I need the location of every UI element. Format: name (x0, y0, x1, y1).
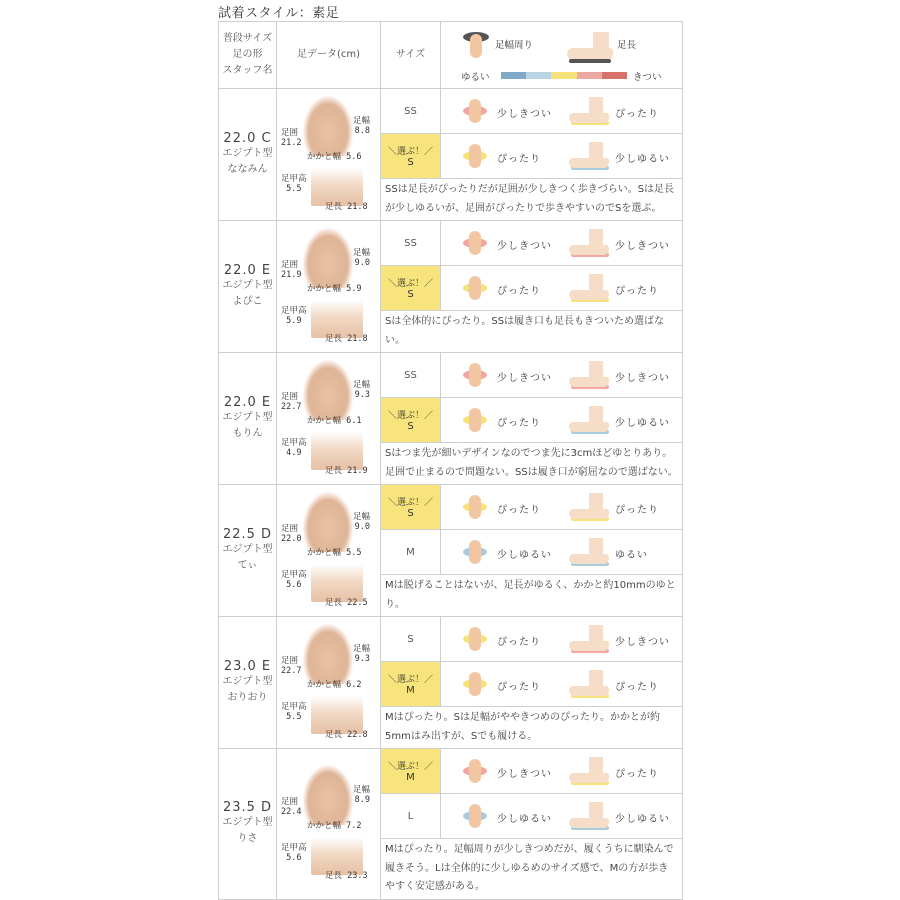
width-fit-text: 少しきつい (497, 109, 552, 120)
width-fit-text: ぴったり (497, 505, 541, 516)
width-fit-text: ぴったり (497, 286, 541, 297)
staff-cell (219, 221, 277, 353)
legend-width-label: 足幅周り (495, 40, 534, 51)
header-staff-line: 普段サイズ (222, 33, 273, 44)
staff-name: てぃ (237, 560, 258, 571)
page-title: 試着スタイル：素足 (218, 6, 340, 21)
foot-data-cell (277, 617, 381, 749)
foot-side-photo (311, 837, 363, 875)
toe-fit-icon (461, 229, 489, 257)
try-size: S (407, 508, 414, 519)
fit-scale-segment (551, 72, 576, 79)
fit-scale-segment (526, 72, 551, 79)
foot-shape: エジプト型 (222, 412, 273, 423)
staff-row (219, 89, 683, 134)
chosen-size-cell (381, 266, 441, 311)
heel-label: かかと幅 6.1 (307, 415, 362, 426)
staff-name: よぴこ (232, 296, 263, 307)
heel-fit-icon (569, 406, 609, 434)
size-cell (381, 794, 441, 839)
fitting-table (218, 21, 683, 900)
usual-size: 22.5 D (222, 527, 273, 542)
chosen-size-cell (381, 485, 441, 530)
width-fit-text: ぴったり (497, 637, 541, 648)
usual-size: 22.0 C (223, 131, 272, 146)
foot-top-photo (303, 228, 353, 288)
width-label: 足幅 8.9 (353, 784, 371, 806)
staff-row (219, 617, 683, 662)
heel-fit-icon (569, 757, 609, 785)
instep-label: 足甲高 5.5 (281, 701, 307, 723)
fit-eval-cell (441, 617, 683, 662)
heel-fit-icon (569, 361, 609, 389)
foot-side-photo (311, 432, 363, 470)
foot-top-photo (303, 96, 353, 156)
header-staff-line: スタッフ名 (222, 65, 273, 76)
toe-fit-icon (461, 142, 489, 170)
length-fit-text: ぴったり (615, 286, 659, 297)
fit-eval-cell (441, 662, 683, 707)
length-fit-text: 少しきつい (615, 637, 670, 648)
chosen-size-cell (381, 749, 441, 794)
staff-row (219, 221, 683, 266)
fit-note: Sは全体的にぴったり。SSは履き口も足長もきついため選ばない。 (381, 311, 683, 353)
legend-tight: きつい (633, 72, 662, 83)
instep-label: 足甲高 5.9 (281, 305, 307, 327)
heel-fit-icon (569, 97, 609, 125)
try-size: M (406, 685, 415, 696)
chosen-size-cell (381, 134, 441, 179)
toe-fit-icon (461, 493, 489, 521)
usual-size: 22.0 E (223, 263, 272, 278)
length-fit-text: 少しゆるい (615, 814, 670, 825)
length-fit-text: 少しきつい (615, 241, 670, 252)
foot-top-photo (303, 360, 353, 420)
header-staff (219, 22, 277, 89)
foot-top-photo (303, 624, 353, 684)
heel-label: かかと幅 5.9 (307, 283, 362, 294)
foot-data-cell (277, 353, 381, 485)
header-foot-data: 足データ(cm) (277, 22, 381, 89)
staff-name: もりん (232, 428, 263, 439)
try-size: S (407, 633, 414, 645)
length-fit-text: 少しゆるい (615, 418, 670, 429)
width-fit-text: 少しきつい (497, 769, 552, 780)
toe-fit-icon (461, 625, 489, 653)
foot-data-cell (277, 89, 381, 221)
foot-side-photo (311, 564, 363, 602)
foot-data-cell (277, 485, 381, 617)
foot-shape: エジプト型 (222, 817, 273, 829)
fit-scale-segment (577, 72, 602, 79)
toe-fit-icon (461, 670, 489, 698)
header-legend (441, 22, 683, 89)
toe-fit-icon (461, 361, 489, 389)
foot-shape: エジプト型 (222, 676, 273, 687)
toe-fit-icon (461, 406, 489, 434)
staff-name: りさ (237, 833, 258, 845)
header-row (219, 22, 683, 89)
length-fit-text: ぴったり (615, 769, 659, 780)
heel-label: かかと幅 7.2 (307, 820, 362, 831)
try-size: S (407, 421, 414, 432)
foot-top-photo (303, 492, 353, 552)
fit-eval-cell (441, 749, 683, 794)
fit-eval-cell (441, 266, 683, 311)
staff-row (219, 749, 683, 794)
try-size: SS (404, 237, 417, 249)
fit-scale-bar (501, 72, 627, 79)
width-label: 足幅 9.3 (353, 379, 371, 401)
width-fit-text: 少しゆるい (497, 814, 552, 825)
heel-fit-icon (569, 538, 609, 566)
fit-scale-segment (602, 72, 627, 79)
usual-size: 23.5 D (222, 800, 273, 816)
toe-fit-icon (461, 97, 489, 125)
length-fit-text: 少しゆるい (615, 154, 670, 165)
length-label: 足長 22.8 (325, 729, 368, 740)
width-fit-text: ぴったり (497, 682, 541, 693)
staff-cell (219, 749, 277, 900)
toe-fit-icon (461, 802, 489, 830)
heel-fit-icon (569, 229, 609, 257)
foot-length-icon (567, 32, 613, 62)
try-size: SS (404, 369, 417, 381)
fit-eval-cell (441, 134, 683, 179)
staff-row (219, 485, 683, 530)
length-label: 足長 22.5 (325, 597, 368, 608)
staff-cell (219, 617, 277, 749)
length-label: 足長 21.8 (325, 201, 368, 212)
header-size: サイズ (381, 22, 441, 89)
foot-side-photo (311, 168, 363, 206)
instep-label: 足甲高 5.6 (281, 842, 307, 864)
try-size: M (406, 772, 415, 783)
foot-shape: エジプト型 (222, 280, 273, 291)
width-fit-text: 少しゆるい (497, 550, 552, 561)
staff-name: ななみん (227, 164, 268, 175)
pick-badge: ＼選ぶ！／ (387, 411, 433, 421)
legend-length-label: 足長 (617, 40, 637, 51)
heel-label: かかと幅 5.5 (307, 547, 362, 558)
pick-badge: ＼選ぶ！／ (387, 498, 433, 508)
length-fit-text: ぴったり (615, 109, 659, 120)
legend-loose: ゆるい (461, 72, 490, 83)
staff-cell (219, 485, 277, 617)
size-cell (381, 353, 441, 398)
foot-side-photo (311, 300, 363, 338)
staff-cell (219, 89, 277, 221)
girth-label: 足囲 22.7 (281, 391, 302, 413)
foot-top-photo (303, 765, 353, 825)
instep-label: 足甲高 5.6 (281, 569, 307, 591)
width-fit-text: 少しきつい (497, 373, 552, 384)
toe-fit-icon (461, 757, 489, 785)
heel-fit-icon (569, 625, 609, 653)
girth-label: 足囲 21.2 (281, 127, 302, 149)
fit-eval-cell (441, 794, 683, 839)
toe-fit-icon (461, 274, 489, 302)
length-label: 足長 21.9 (325, 465, 368, 476)
toe-width-icon (461, 30, 491, 60)
try-size: L (407, 810, 414, 822)
usual-size: 23.0 E (223, 659, 272, 674)
try-size: S (407, 157, 414, 168)
heel-fit-icon (569, 493, 609, 521)
length-fit-text: ぴったり (615, 505, 659, 516)
width-fit-text: ぴったり (497, 418, 541, 429)
girth-label: 足囲 22.7 (281, 655, 302, 677)
fit-note: SSは足長がぴったりだが足囲が少しきつく歩きづらい。Sは足長が少しゆるいが、足囲がぴったりで歩きやすいのでSを選ぶ。 (381, 179, 683, 221)
try-size: S (407, 289, 414, 300)
length-label: 足長 21.8 (325, 333, 368, 344)
foot-shape: エジプト型 (222, 148, 273, 159)
heel-fit-icon (569, 142, 609, 170)
girth-label: 足囲 22.4 (281, 796, 302, 818)
chosen-size-cell (381, 398, 441, 443)
size-cell (381, 530, 441, 575)
staff-row (219, 353, 683, 398)
chosen-size-cell (381, 662, 441, 707)
width-label: 足幅 9.0 (353, 511, 371, 533)
foot-side-photo (311, 696, 363, 734)
staff-cell (219, 353, 277, 485)
size-cell (381, 221, 441, 266)
width-fit-text: ぴったり (497, 154, 541, 165)
usual-size: 22.0 E (223, 395, 272, 410)
try-size: SS (404, 105, 417, 117)
fit-eval-cell (441, 398, 683, 443)
length-fit-text: ぴったり (615, 682, 659, 693)
fit-note: Mは脱げることはないが、足長がゆるく、かかと約10mmのゆとり。 (381, 575, 683, 617)
fit-scale-segment (501, 72, 526, 79)
instep-label: 足甲高 5.5 (281, 173, 307, 195)
foot-data-cell (277, 221, 381, 353)
heel-label: かかと幅 5.6 (307, 151, 362, 162)
width-label: 足幅 8.8 (353, 115, 371, 137)
foot-data-cell (277, 749, 381, 900)
fit-note: Mはぴったり。足幅周りが少しきつめだが、履くうちに馴染んで履きそう。Lは全体的に少しゆるめのサイズ感で、Mの方が歩きやすく安定感がある。 (381, 839, 683, 900)
foot-shape: エジプト型 (222, 544, 273, 555)
size-cell (381, 617, 441, 662)
length-fit-text: 少しきつい (615, 373, 670, 384)
pick-badge: ＼選ぶ！／ (387, 762, 433, 772)
heel-fit-icon (569, 274, 609, 302)
fit-eval-cell (441, 353, 683, 398)
size-cell (381, 89, 441, 134)
staff-name: おりおり (227, 692, 268, 703)
length-fit-text: ゆるい (615, 550, 648, 561)
pick-badge: ＼選ぶ！／ (387, 675, 433, 685)
fit-eval-cell (441, 89, 683, 134)
length-label: 足長 23.3 (325, 870, 368, 881)
toe-fit-icon (461, 538, 489, 566)
pick-badge: ＼選ぶ！／ (387, 279, 433, 289)
instep-label: 足甲高 4.9 (281, 437, 307, 459)
width-fit-text: 少しきつい (497, 241, 552, 252)
heel-label: かかと幅 6.2 (307, 679, 362, 690)
girth-label: 足囲 22.0 (281, 523, 302, 545)
heel-fit-icon (569, 670, 609, 698)
header-staff-line: 足の形 (232, 49, 263, 60)
fit-note: Mはぴったり。Sは足幅がややきつめのぴったり。かかとが約5mmはみ出すが、Sでも履ける。 (381, 707, 683, 749)
fit-eval-cell (441, 530, 683, 575)
width-label: 足幅 9.3 (353, 643, 371, 665)
heel-fit-icon (569, 802, 609, 830)
fit-note: Sはつま先が細いデザインなのでつま先に3cmほどゆとりあり。足囲で止まるので問題ない。SSは履き口が窮屈なので選ばない。 (381, 443, 683, 485)
pick-badge: ＼選ぶ！／ (387, 147, 433, 157)
try-size: M (406, 546, 415, 558)
fit-eval-cell (441, 221, 683, 266)
width-label: 足幅 9.0 (353, 247, 371, 269)
fit-eval-cell (441, 485, 683, 530)
girth-label: 足囲 21.9 (281, 259, 302, 281)
